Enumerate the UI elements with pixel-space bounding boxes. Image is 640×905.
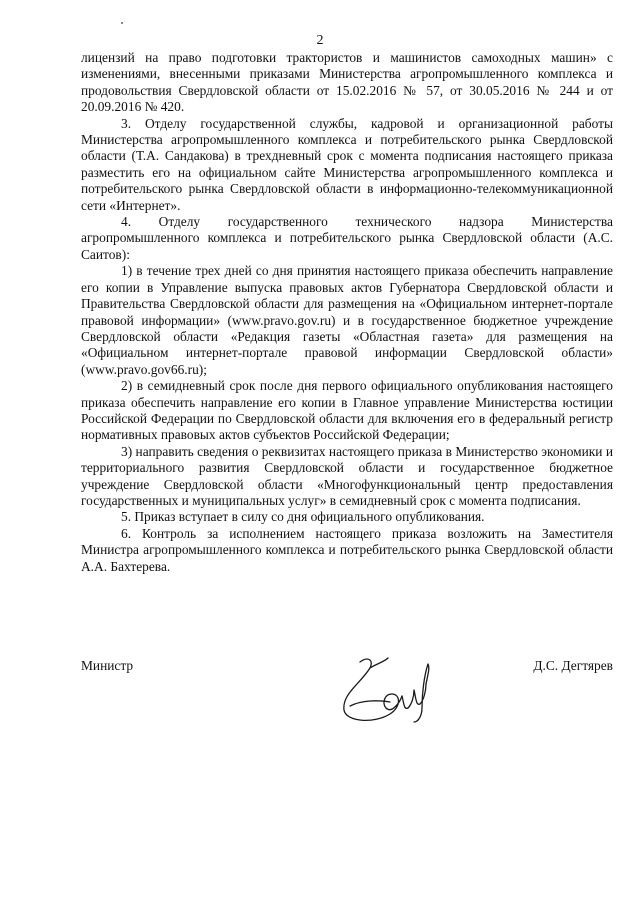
handwritten-signature — [330, 650, 440, 730]
paragraph-item-4: 4. Отделу государственного технического надзора Министерства агропромышленного комплекса и потребительского рынка Свердловской области (А.С. Саитов): — [81, 214, 613, 262]
paragraph-item-3: 3. Отделу государственной службы, кадровой и организационной работы Министерства агропромышленного комплекса и потребительского рынка Свердловской области (Т.А. Сандакова) в трехдневный срок с момента подписания настоящего приказа разместить его на официальном сайте Министерства агропромышленного комплекса и потребительского рынка Свердловской области в информационно-телекоммуникационной сети «Интернет». — [81, 115, 613, 213]
paragraph-item-4-2: 2) в семидневный срок после дня первого официального опубликования настоящего приказа обеспечить направление его копии в Главное управление Министерства юстиции Российской Федерации по Свердловской области для включения его в федеральный регистр нормативных правовых актов субъектов Российской Федерации; — [81, 378, 613, 443]
paragraph-item-6: 6. Контроль за исполнением настоящего приказа возложить на Заместителя Министра агропромышленного комплекса и потребительского рынка Свердловской области А.А. Бахтерева. — [81, 525, 613, 574]
signatory-name: Д.С. Дегтярев — [533, 658, 613, 673]
scan-speck — [121, 22, 123, 24]
paragraph-item-5: 5. Приказ вступает в силу со дня официального опубликования. — [121, 509, 485, 525]
signatory-title: Министр — [81, 658, 134, 673]
page-number: 2 — [316, 33, 324, 48]
paragraph-item-4-1: 1) в течение трех дней со дня принятия настоящего приказа обеспечить направление его копии в Управление выпуска правовых актов Губернатора Свердловской области и Правительства Свердловской области для размещения на «Официальном интернет-портале правовой информации» (www.pravo.gov.ru) и в государственное бюджетное учреждение Свердловской области «Редакция газеты «Областная газета» для размещения на «Официальном интернет-портале правовой информации Свердловской области» (www.pravo.gov66.ru); — [81, 263, 613, 377]
paragraph-continuation: лицензий на право подготовки трактористов и машинистов самоходных машин» с изменениями, внесенными приказами Министерства агропромышленного комплекса и продовольствия Свердловской области от 15.02.2016 № 57, от 30.05.2016 № 244 и от 20.09.2016 № 420. — [81, 50, 613, 115]
document-body — [81, 50, 613, 575]
paragraph-item-4-3: 3) направить сведения о реквизитах настоящего приказа в Министерство экономики и территориального развития Свердловской области и государственное бюджетное учреждение Свердловской области «Многофункциональный центр предоставления государственных и муниципальных услуг» в семидневный срок с момента подписания. — [81, 443, 613, 508]
